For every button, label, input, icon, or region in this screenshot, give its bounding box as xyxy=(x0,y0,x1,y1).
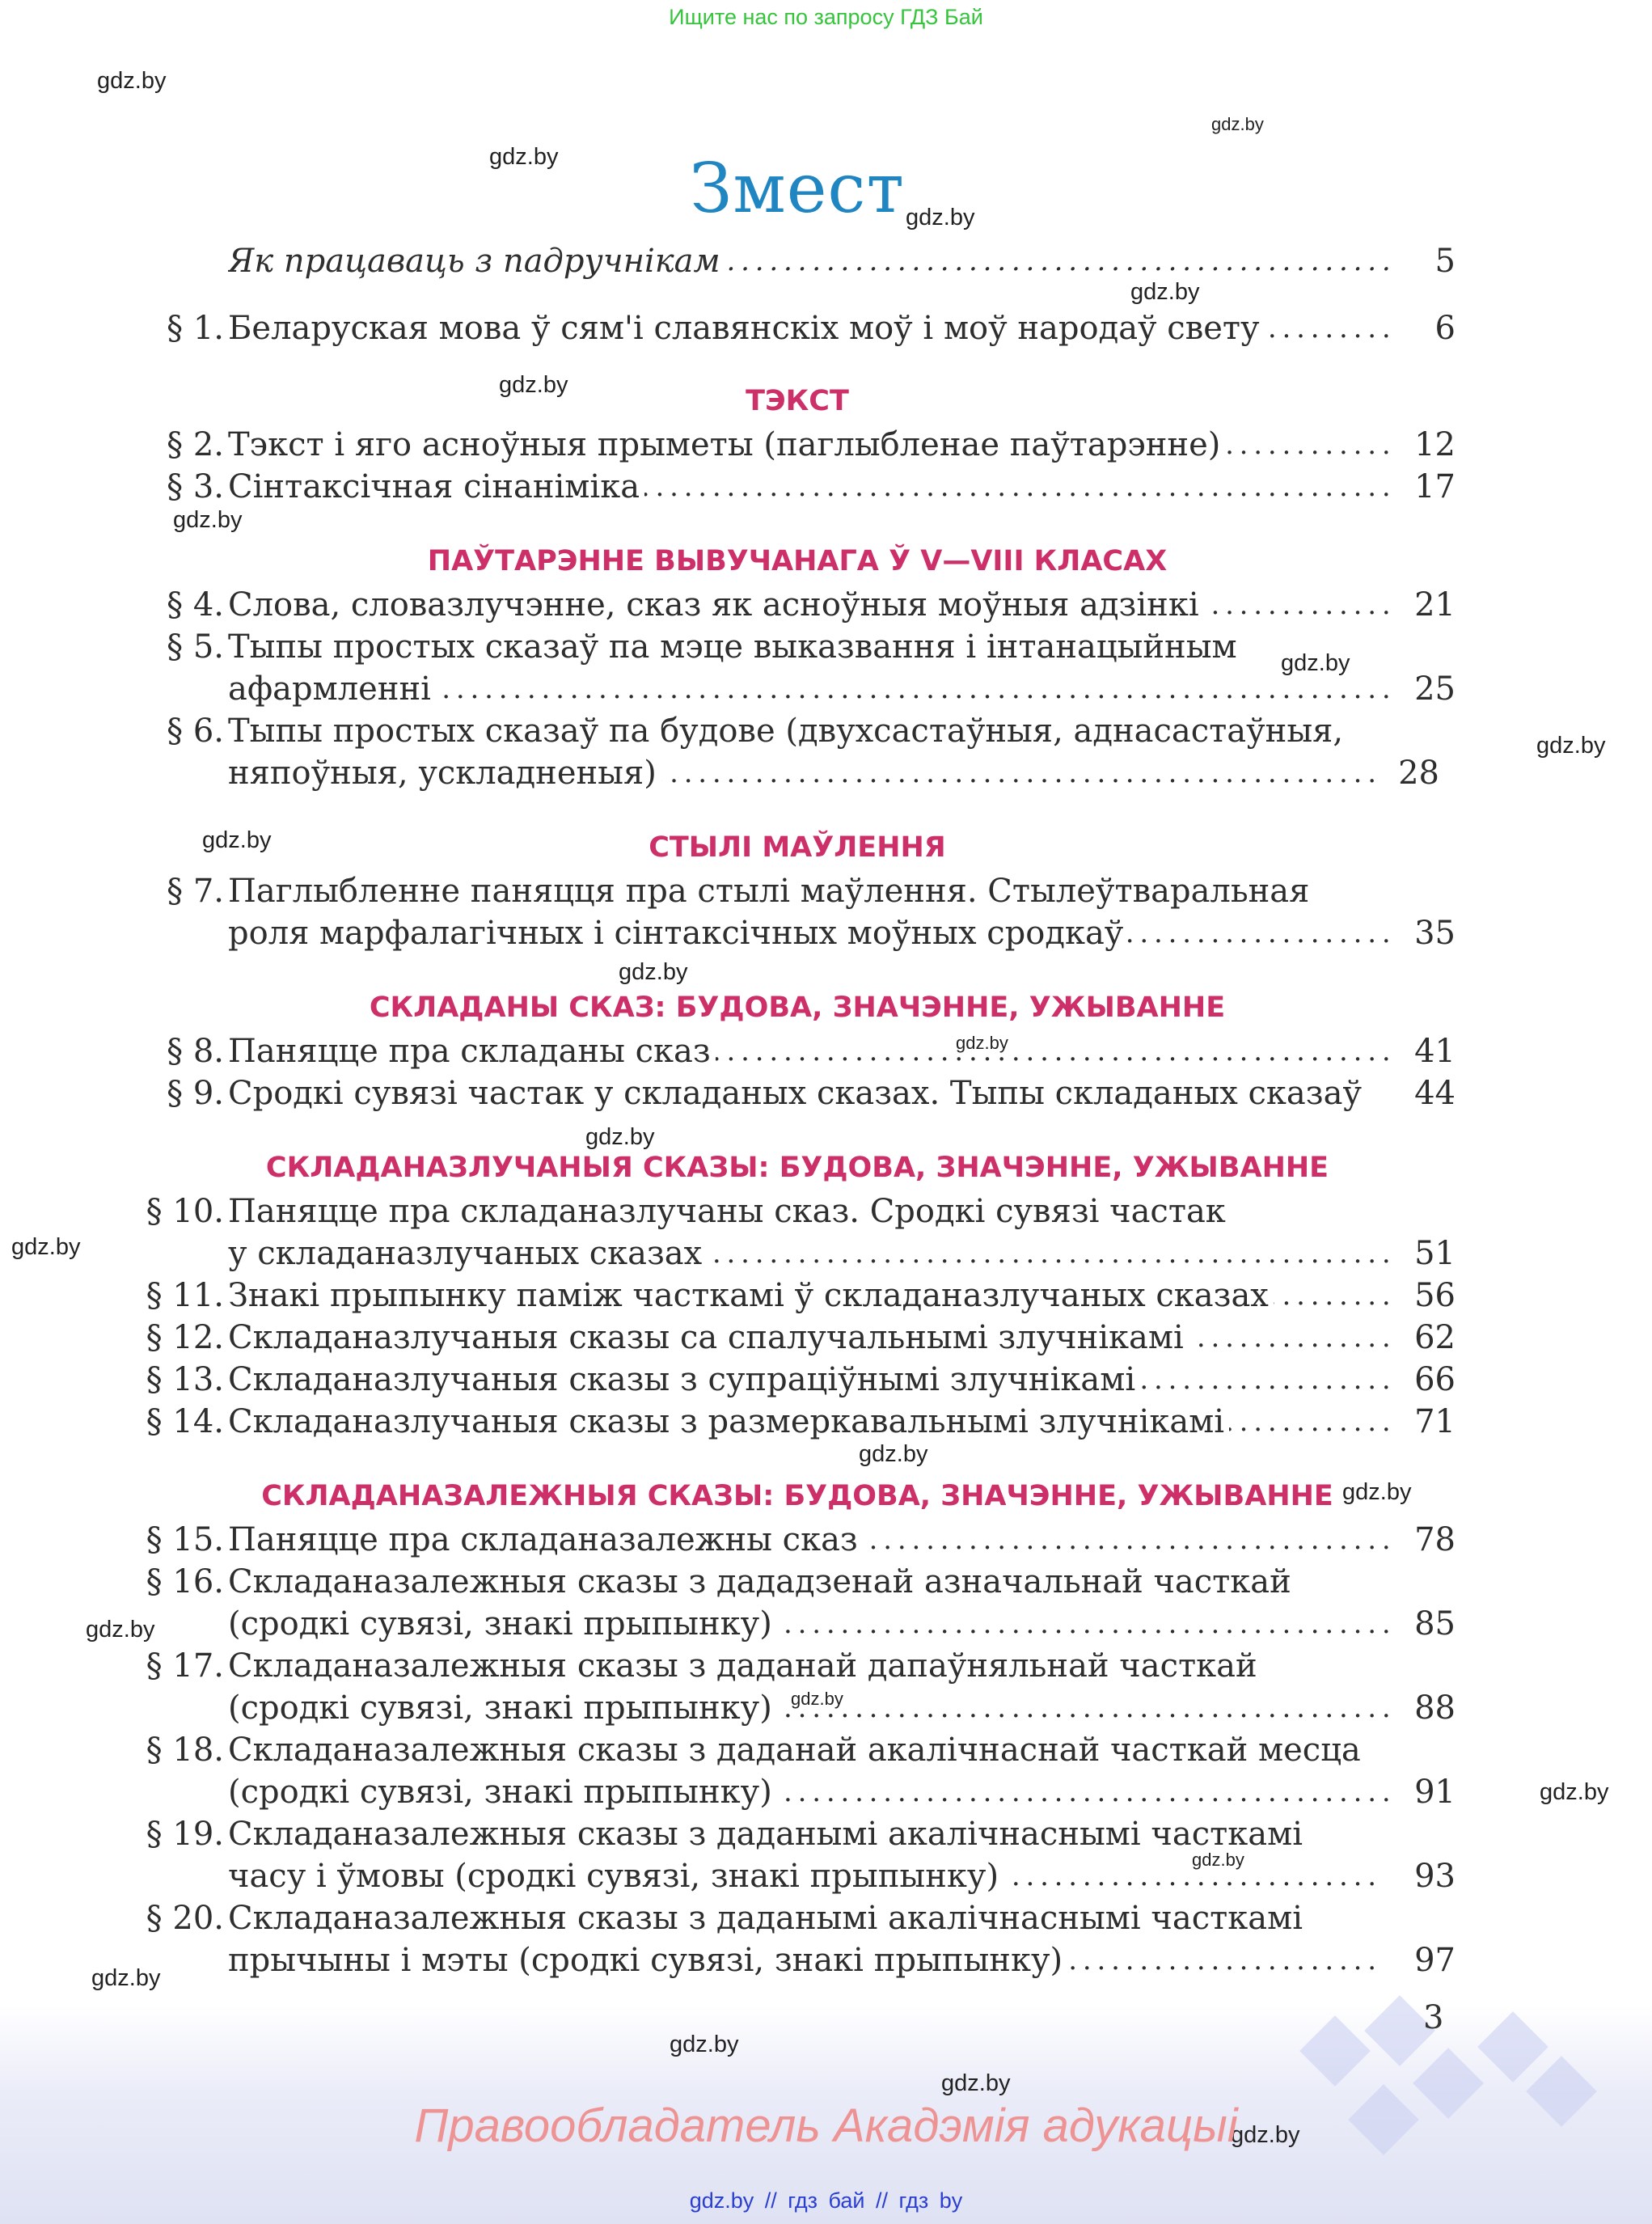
watermark: gdz.by xyxy=(91,1965,161,1991)
watermark: gdz.by xyxy=(86,1617,155,1643)
toc-entry-page: 44 xyxy=(1394,1072,1456,1114)
toc-entry[interactable] xyxy=(129,626,1456,668)
toc-entry-text: у складаназлучаных сказах xyxy=(228,1235,707,1272)
toc-entry-text: Паняцце пра складаназалежны сказ xyxy=(228,1521,863,1558)
toc-entry[interactable] xyxy=(129,424,1456,466)
toc-entry-page: 93 xyxy=(1394,1855,1456,1897)
toc-entry-continuation[interactable] xyxy=(129,668,1456,710)
toc-entry[interactable] xyxy=(129,1030,1456,1072)
toc-entry-text: Складаназалежныя сказы з даданымі акалічнаснымі часткамі xyxy=(228,1900,1303,1937)
toc-entry-continuation[interactable] xyxy=(129,912,1456,954)
toc-entry-page: 56 xyxy=(1394,1275,1456,1317)
toc-entry-continuation[interactable] xyxy=(129,1687,1456,1729)
toc-entry-number: § 8. xyxy=(167,1033,224,1070)
section-heading: СКЛАДАНАЗЛУЧАНЫЯ СКАЗЫ: БУДОВА, ЗНАЧЭННЕ, УЖЫВАННЕ xyxy=(265,1152,1329,1184)
toc-entry-text: Складаназалежныя сказы з дададзенай азначальнай часткай xyxy=(228,1563,1291,1600)
toc-entry-number: § 12. xyxy=(146,1319,224,1356)
toc-entry-text: Знакі прыпынку паміж часткамі ў складаназлучаных сказах xyxy=(228,1277,1274,1314)
toc-entry-continuation[interactable] xyxy=(129,1771,1456,1813)
toc-entry-text: прычыны і мэты (сродкі сувязі, знакі прыпынку) xyxy=(228,1942,1067,1979)
copyright-notice: Правообладатель Акадэмія адукацыі xyxy=(414,2099,1238,2152)
toc-entry[interactable] xyxy=(129,1359,1456,1401)
toc-entry[interactable] xyxy=(129,1275,1456,1317)
toc-entry-text: (сродкі сувязі, знакі прыпынку) xyxy=(228,1689,777,1727)
section-heading: СКЛАДАНЫ СКАЗ: БУДОВА, ЗНАЧЭННЕ, УЖЫВАННЕ xyxy=(369,991,1226,1024)
toc-entry-page: 35 xyxy=(1394,912,1456,954)
toc-entry-number: § 6. xyxy=(167,712,224,750)
toc-entry[interactable] xyxy=(129,1072,1456,1114)
page-title: Змест xyxy=(690,149,905,228)
toc-entry-page: 51 xyxy=(1394,1233,1456,1275)
toc-entry[interactable] xyxy=(129,1561,1456,1603)
watermark: gdz.by xyxy=(941,2070,1011,2096)
toc-entry-text: Тыпы простых сказаў па мэце выказвання і інтанацыйным xyxy=(228,628,1237,666)
toc-entry-text: Складаназлучаныя сказы з супраціўнымі злучнікамі xyxy=(228,1361,1140,1398)
toc-entry-page: 12 xyxy=(1394,424,1456,466)
toc-entry-text: Складаназалежныя сказы з даданымі акалічнаснымі часткамі xyxy=(228,1816,1303,1853)
toc-entry[interactable] xyxy=(129,1897,1456,1939)
toc-entry-continuation[interactable] xyxy=(129,1855,1456,1897)
watermark: gdz.by xyxy=(173,507,243,533)
toc-entry-page: 28 xyxy=(1378,752,1439,794)
toc-entry-number: § 17. xyxy=(146,1647,224,1685)
toc-entry-number: § 13. xyxy=(146,1361,224,1398)
watermark: gdz.by xyxy=(97,68,167,94)
toc-entry-number: § 15. xyxy=(146,1521,224,1558)
toc-entry-number: § 4. xyxy=(167,586,224,624)
toc-entry-number: § 18. xyxy=(146,1731,224,1769)
toc-entry-page: 78 xyxy=(1394,1519,1456,1561)
toc-entry-text: Паняцце пра складаны сказ xyxy=(228,1033,716,1070)
toc-entry[interactable] xyxy=(129,584,1456,626)
watermark: gdz.by xyxy=(670,2032,739,2057)
section-heading: ПАЎТАРЭННЕ ВЫВУЧАНАГА Ў V—VIII КЛАСАХ xyxy=(427,545,1168,577)
toc-entry-text: афармленні xyxy=(228,670,436,708)
toc-entry-text: Як працаваць з падручнікам xyxy=(228,243,725,280)
watermark: gdz.by xyxy=(1536,733,1606,759)
toc-entry[interactable] xyxy=(129,1645,1456,1687)
toc-entry[interactable] xyxy=(129,307,1456,349)
toc-entry-text: Складаназалежныя сказы з даданай акалічнаснай часткай месца xyxy=(228,1731,1361,1769)
watermark: gdz.by xyxy=(11,1234,81,1260)
toc-entry-text: часу і ўмовы (сродкі сувязі, знакі прыпынку) xyxy=(228,1858,1003,1895)
toc-entry-number: § 5. xyxy=(167,628,224,666)
toc-entry-text: няпоўныя, ускладненыя) xyxy=(228,755,661,792)
watermark: gdz.by xyxy=(1130,279,1200,305)
toc-entry[interactable] xyxy=(129,710,1456,752)
toc-entry[interactable] xyxy=(129,1729,1456,1771)
watermark: gdz.by xyxy=(859,1441,928,1467)
toc-entry-number: § 9. xyxy=(167,1075,224,1112)
section-heading: СКЛАДАНАЗАЛЕЖНЫЯ СКАЗЫ: БУДОВА, ЗНАЧЭННЕ, УЖЫВАННЕ xyxy=(261,1480,1333,1512)
toc-entry-text: Беларуская мова ў сям'і славянскіх моў і моў народаў свету xyxy=(228,310,1265,347)
toc-entry[interactable] xyxy=(129,240,1456,282)
watermark: gdz.by xyxy=(906,205,975,230)
watermark: gdz.by xyxy=(956,1033,1008,1053)
toc-entry-text: Складаназлучаныя сказы з размеркавальнымі злучнікамі xyxy=(228,1403,1229,1440)
toc-entry-number: § 16. xyxy=(146,1563,224,1600)
toc-entry-page: 6 xyxy=(1394,307,1456,349)
watermark: gdz.by xyxy=(1211,114,1264,134)
toc-entry[interactable] xyxy=(129,1401,1456,1443)
toc-entry[interactable] xyxy=(129,1519,1456,1561)
toc-entry-page: 71 xyxy=(1394,1401,1456,1443)
toc-entry-page: 91 xyxy=(1394,1771,1456,1813)
toc-entry-text: Тыпы простых сказаў па будове (двухсастаўныя, аднасастаўныя, xyxy=(228,712,1344,750)
page-number: 3 xyxy=(1423,1999,1444,2036)
watermark: gdz.by xyxy=(1231,2122,1300,2148)
toc-entry-text: Слова, словазлучэнне, сказ як асноўныя моўныя адзінкі xyxy=(228,586,1204,624)
toc-entry-number: § 1. xyxy=(167,310,224,347)
toc-entry-continuation[interactable] xyxy=(129,1603,1456,1645)
toc-entry-number: § 11. xyxy=(146,1277,224,1314)
toc-entry-number: § 19. xyxy=(146,1816,224,1853)
toc-entry-text: Сінтаксічная сінаніміка xyxy=(228,468,644,505)
toc-entry[interactable] xyxy=(129,1190,1456,1233)
toc-entry-number: § 20. xyxy=(146,1900,224,1937)
toc-entry-page: 85 xyxy=(1394,1603,1456,1645)
watermark: gdz.by xyxy=(1540,1779,1609,1805)
toc-entry-text: (сродкі сувязі, знакі прыпынку) xyxy=(228,1605,777,1643)
watermark: gdz.by xyxy=(1281,650,1350,676)
watermark: gdz.by xyxy=(489,144,559,170)
section-heading: ТЭКСТ xyxy=(746,385,849,417)
toc-entry[interactable] xyxy=(129,1813,1456,1855)
toc-entry-text: (сродкі сувязі, знакі прыпынку) xyxy=(228,1774,777,1811)
toc-entry-text: роля марфалагічных і сінтаксічных моўных сродкаў xyxy=(228,915,1128,952)
toc-entry-number: § 14. xyxy=(146,1403,224,1440)
toc-entry-page: 62 xyxy=(1394,1317,1456,1359)
toc-entry-continuation[interactable] xyxy=(129,752,1456,794)
watermark: gdz.by xyxy=(1192,1850,1244,1870)
toc-entry-page: 25 xyxy=(1394,668,1456,710)
watermark: gdz.by xyxy=(585,1124,655,1150)
toc-entry-page: 88 xyxy=(1394,1687,1456,1729)
toc-entry-text: Тэкст і яго асноўныя прыметы (паглыбленае паўтарэнне) xyxy=(228,426,1225,463)
toc-entry-continuation[interactable] xyxy=(129,1939,1456,1981)
watermark: gdz.by xyxy=(791,1689,843,1709)
watermark: gdz.by xyxy=(619,959,688,985)
toc-entry-text: Паглыбленне паняцця пра стылі маўлення. Стылеўтваральная xyxy=(228,873,1310,910)
top-banner[interactable]: Ищите нас по запросу ГДЗ Бай xyxy=(669,5,983,29)
toc-entry-page: 5 xyxy=(1394,240,1456,282)
toc-entry-number: § 7. xyxy=(167,873,224,910)
toc-entry-continuation[interactable] xyxy=(129,1233,1456,1275)
toc-entry-page: 66 xyxy=(1394,1359,1456,1401)
toc-entry-text: Паняцце пра складаназлучаны сказ. Сродкі сувязі частак xyxy=(228,1193,1226,1230)
toc-entry-page: 97 xyxy=(1394,1939,1456,1981)
toc-entry-page: 17 xyxy=(1394,466,1456,508)
toc-entry-text: Складаназлучаныя сказы са спалучальнымі злучнікамі xyxy=(228,1319,1189,1356)
toc-entry-number: § 3. xyxy=(167,468,224,505)
bottom-banner[interactable]: gdz.by // гдз бай // гдз by xyxy=(689,2188,963,2213)
toc-entry-text: Складаназалежныя сказы з даданай дапаўняльнай часткай xyxy=(228,1647,1257,1685)
toc-entry-page: 41 xyxy=(1394,1030,1456,1072)
toc-entry[interactable] xyxy=(129,870,1456,912)
toc-entry-page: 21 xyxy=(1394,584,1456,626)
watermark: gdz.by xyxy=(1342,1479,1412,1505)
watermark: gdz.by xyxy=(499,372,568,398)
toc-entry[interactable] xyxy=(129,466,1456,508)
toc-entry-text: Сродкі сувязі частак у складаных сказах. Тыпы складаных сказаў xyxy=(228,1075,1367,1112)
toc-entry-number: § 10. xyxy=(146,1193,224,1230)
watermark: gdz.by xyxy=(202,827,272,853)
section-heading: СТЫЛІ МАЎЛЕННЯ xyxy=(649,831,946,864)
toc-entry-number: § 2. xyxy=(167,426,224,463)
toc-entry[interactable] xyxy=(129,1317,1456,1359)
